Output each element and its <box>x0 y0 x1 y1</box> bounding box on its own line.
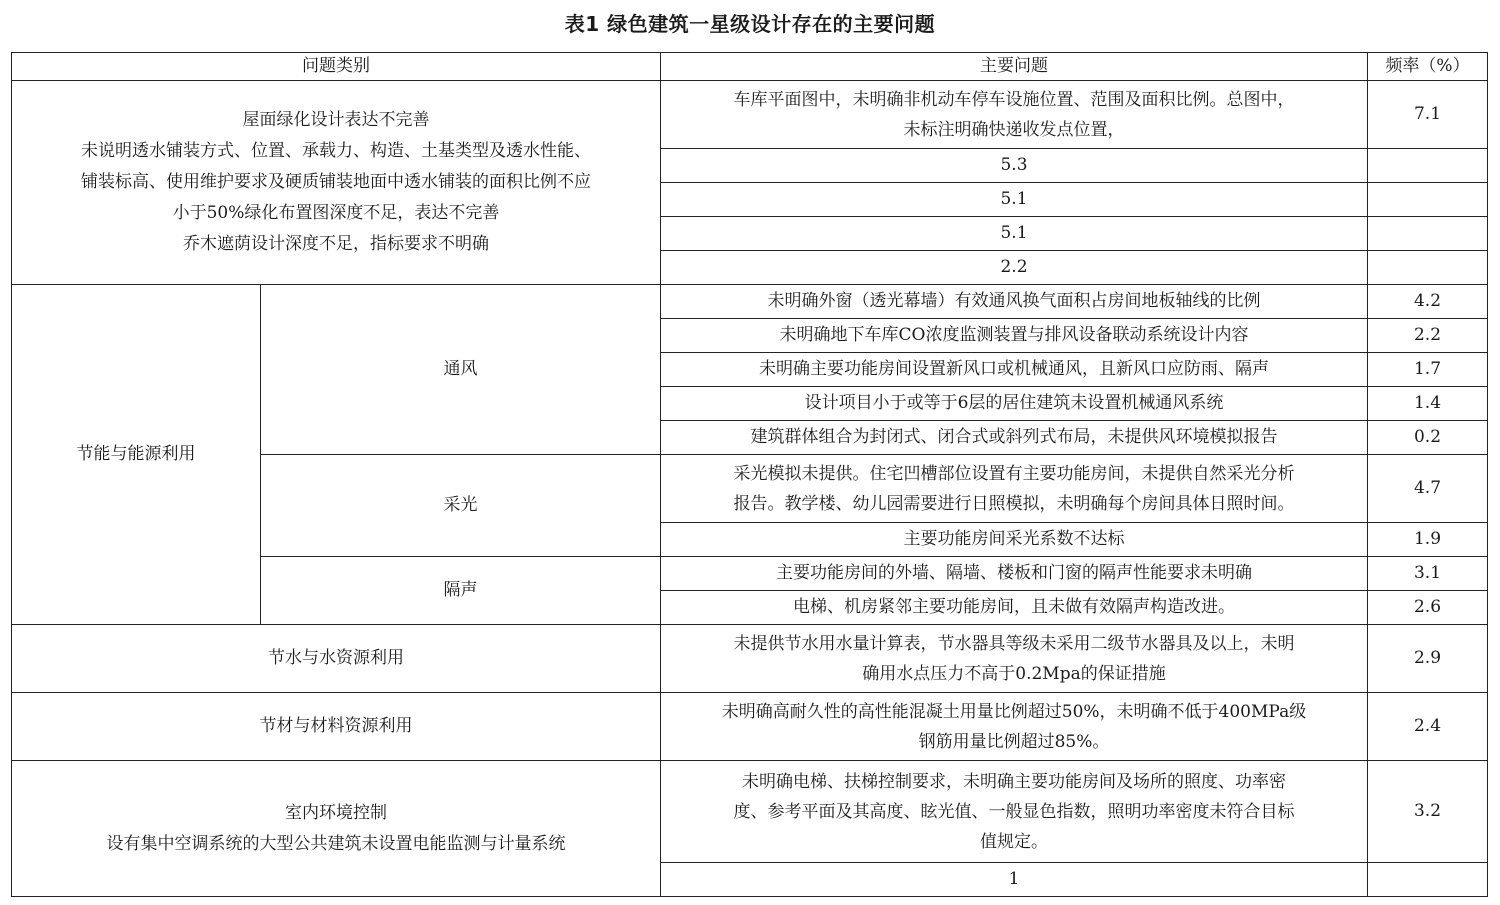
problem-line: 车库平面图中，未明确非机动车停车设施位置、范围及面积比例。总图中， <box>733 89 1295 110</box>
problem-cell: 未明确地下车库CO浓度监测装置与排风设备联动系统设计内容 <box>661 319 1368 353</box>
frequency-cell: 2.6 <box>1368 591 1488 625</box>
header-row <box>12 53 1488 81</box>
problem-line: 未明确高耐久性的高性能混凝土用量比例超过50%，未明确不低于400MPa级 <box>721 701 1307 722</box>
frequency-cell: 1.9 <box>1368 523 1488 557</box>
table-title: 表1 绿色建筑一星级设计存在的主要问题 <box>564 12 936 36</box>
frequency-cell: 0.2 <box>1368 421 1488 455</box>
category-energy: 节能与能源利用 <box>12 285 261 625</box>
category-material: 节材与材料资源利用 <box>12 693 661 761</box>
issues-table <box>11 52 1488 897</box>
table-row <box>12 81 1488 149</box>
subcategory-sound-insulation: 隔声 <box>261 557 661 625</box>
category-line: 设有集中空调系统的大型公共建筑未设置电能监测与计量系统 <box>106 833 566 854</box>
frequency-cell <box>1368 217 1488 251</box>
problem-line: 值规定。 <box>980 831 1048 852</box>
category-line: 室内环境控制 <box>285 802 387 823</box>
category-roof-greening <box>12 81 661 285</box>
frequency-cell: 7.1 <box>1368 81 1488 149</box>
problem-cell: 1 <box>661 863 1368 897</box>
problem-cell <box>661 81 1368 149</box>
category-line: 未说明透水铺装方式、位置、承载力、构造、土基类型及透水性能、 <box>81 141 591 161</box>
problem-cell: 设计项目小于或等于6层的居住建筑未设置机械通风系统 <box>661 387 1368 421</box>
problem-cell <box>661 693 1368 761</box>
frequency-cell: 2.2 <box>1368 319 1488 353</box>
problem-cell: 未明确主要功能房间设置新风口或机械通风，且新风口应防雨、隔声 <box>661 353 1368 387</box>
table-row <box>12 693 1488 761</box>
category-indoor-environment <box>12 761 661 897</box>
problem-cell <box>661 455 1368 523</box>
frequency-cell: 4.7 <box>1368 455 1488 523</box>
problem-cell: 5.1 <box>661 217 1368 251</box>
problem-cell: 5.3 <box>661 149 1368 183</box>
problem-line: 度、参考平面及其高度、眩光值、一般显色指数，照明功率密度未符合目标 <box>733 801 1295 822</box>
problem-cell: 主要功能房间的外墙、隔墙、楼板和门窗的隔声性能要求未明确 <box>661 557 1368 591</box>
problem-line: 未提供节水用水量计算表，节水器具等级未采用二级节水器具及以上，未明 <box>733 633 1295 654</box>
problem-cell: 电梯、机房紧邻主要功能房间，且未做有效隔声构造改进。 <box>661 591 1368 625</box>
problem-cell: 2.2 <box>661 251 1368 285</box>
problem-cell: 建筑群体组合为封闭式、闭合式或斜列式布局，未提供风环境模拟报告 <box>661 421 1368 455</box>
frequency-cell <box>1368 863 1488 897</box>
frequency-cell <box>1368 251 1488 285</box>
header-frequency: 频率（%） <box>1368 53 1488 81</box>
problem-line: 钢筋用量比例超过85%。 <box>918 731 1110 752</box>
category-line: 铺装标高、使用维护要求及硬质铺装地面中透水铺装的面积比例不应 <box>81 172 591 192</box>
problem-cell: 未明确外窗（透光幕墙）有效通风换气面积占房间地板轴线的比例 <box>661 285 1368 319</box>
frequency-cell <box>1368 149 1488 183</box>
subcategory-ventilation: 通风 <box>261 285 661 455</box>
problem-cell <box>661 625 1368 693</box>
category-line: 小于50%绿化布置图深度不足，表达不完善 <box>172 203 500 223</box>
subcategory-daylight: 采光 <box>261 455 661 557</box>
category-water: 节水与水资源利用 <box>12 625 661 693</box>
frequency-cell: 3.2 <box>1368 761 1488 863</box>
problem-cell: 5.1 <box>661 183 1368 217</box>
frequency-cell: 2.4 <box>1368 693 1488 761</box>
header-category: 问题类别 <box>12 53 661 81</box>
problem-line: 采光模拟未提供。住宅凹槽部位设置有主要功能房间，未提供自然采光分析 <box>733 463 1295 484</box>
header-problem: 主要问题 <box>661 53 1368 81</box>
frequency-cell: 4.2 <box>1368 285 1488 319</box>
frequency-cell: 3.1 <box>1368 557 1488 591</box>
problem-line: 未明确电梯、扶梯控制要求，未明确主要功能房间及场所的照度、功率密 <box>742 771 1286 792</box>
problem-cell <box>661 761 1368 863</box>
category-line: 乔木遮荫设计深度不足，指标要求不明确 <box>183 234 489 254</box>
problem-line: 未标注明确快递收发点位置， <box>903 119 1125 140</box>
frequency-cell: 1.7 <box>1368 353 1488 387</box>
problem-cell: 主要功能房间采光系数不达标 <box>661 523 1368 557</box>
frequency-cell <box>1368 183 1488 217</box>
frequency-cell: 2.9 <box>1368 625 1488 693</box>
frequency-cell: 1.4 <box>1368 387 1488 421</box>
problem-line: 确用水点压力不高于0.2Mpa的保证措施 <box>862 663 1166 684</box>
problem-line: 报告。教学楼、幼儿园需要进行日照模拟，未明确每个房间具体日照时间。 <box>733 493 1295 514</box>
category-line: 屋面绿化设计表达不完善 <box>242 110 430 130</box>
table-row <box>12 285 1488 319</box>
table-row <box>12 761 1488 863</box>
table-row <box>12 625 1488 693</box>
